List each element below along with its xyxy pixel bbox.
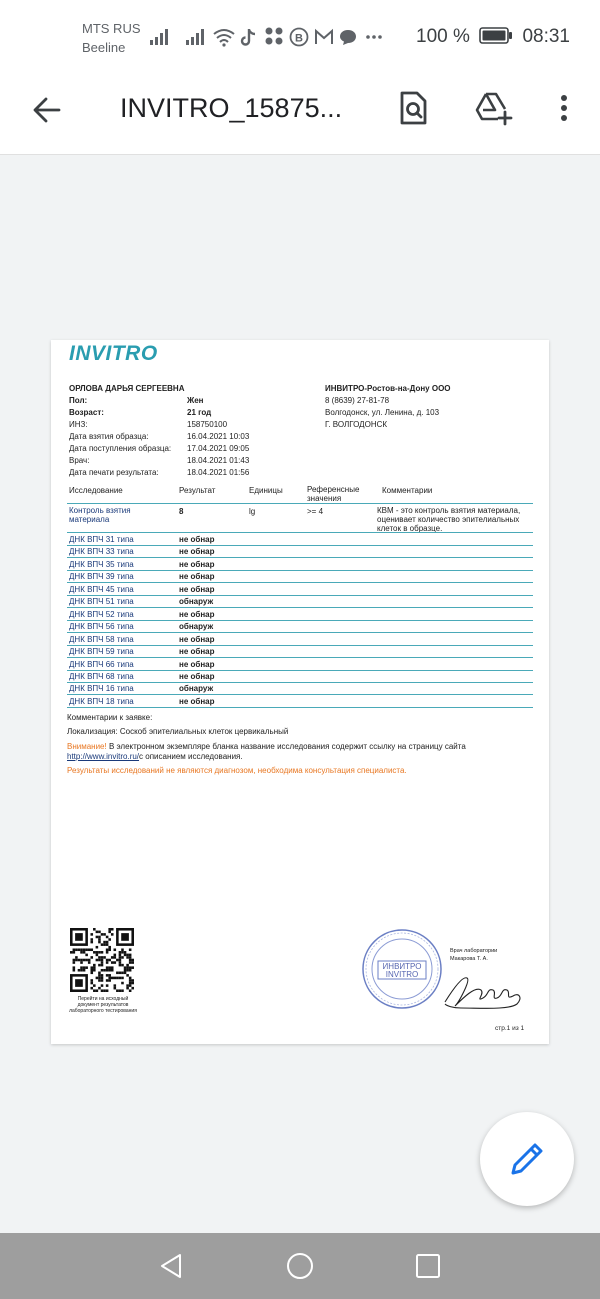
- table-row-result: не обнар: [179, 584, 215, 594]
- table-row-rule: [67, 707, 533, 708]
- kvm-result: 8: [179, 507, 184, 516]
- table-row-test: ДНК ВПЧ 39 типа: [69, 572, 134, 582]
- lab-address: Волгодонск, ул. Ленина, д. 103: [325, 408, 440, 417]
- table-row-rule: [67, 582, 533, 583]
- nav-home-icon[interactable]: [285, 1251, 315, 1281]
- warning-word: Внимание!: [67, 742, 107, 751]
- table-row-rule: [67, 694, 533, 695]
- table-row-result: обнаруж: [179, 684, 214, 694]
- table-row-test: ДНК ВПЧ 66 типа: [69, 659, 134, 669]
- kvm-units: lg: [249, 507, 256, 516]
- col-result: Результат: [179, 486, 216, 495]
- comments-label: Комментарии к заявке:: [67, 713, 153, 722]
- kvm-rule: [67, 532, 533, 533]
- table-row-test: ДНК ВПЧ 68 типа: [69, 671, 134, 681]
- qr-code[interactable]: [70, 928, 134, 995]
- kvm-test-1: Контроль взятия: [69, 506, 131, 515]
- drive-add-icon[interactable]: [474, 90, 514, 126]
- qr-caption-1: Перейти на исходный: [77, 996, 129, 1002]
- table-row-result: не обнар: [179, 696, 215, 706]
- table-row-rule: [67, 670, 533, 671]
- taken-value: 16.04.2021 10:03: [187, 432, 250, 441]
- table-row-test: ДНК ВПЧ 51 типа: [69, 597, 134, 607]
- qr-caption-2: документ результатов: [77, 1002, 129, 1008]
- kvm-comment: [377, 506, 520, 533]
- kvm-comment-1: КВМ - это контроль взятия материала,: [377, 506, 521, 515]
- invitro-link[interactable]: http://www.invitro.ru/: [67, 752, 140, 761]
- pdf-page[interactable]: [51, 340, 549, 1044]
- table-row-test: ДНК ВПЧ 33 типа: [69, 547, 134, 557]
- qr-caption-3: лабораторного тестирования: [69, 1008, 137, 1014]
- warning-line-2: [67, 751, 243, 762]
- nav-recents-icon[interactable]: [413, 1251, 443, 1281]
- document-title: INVITRO_15875...: [120, 93, 343, 123]
- table-row-rule: [67, 595, 533, 596]
- table-row-test: ДНК ВПЧ 59 типа: [69, 647, 134, 657]
- signal-icon-2: [186, 28, 208, 46]
- stamp-text-2: INVITRO: [385, 970, 419, 979]
- table-row-test: ДНК ВПЧ 16 типа: [69, 684, 134, 694]
- col-test: Исследование: [69, 486, 123, 495]
- svg-text:B: B: [295, 32, 303, 45]
- table-row-test: ДНК ВПЧ 45 типа: [69, 584, 134, 594]
- header-rule: [67, 503, 533, 504]
- inz-value: 158750100: [187, 420, 228, 429]
- patient-name: ОРЛОВА ДАРЬЯ СЕРГЕЕВНА: [69, 384, 185, 393]
- table-row-rule: [67, 645, 533, 646]
- table-row-rule: [67, 607, 533, 608]
- wifi-icon: [212, 27, 236, 47]
- doctor-label: Врач:: [69, 456, 90, 465]
- stamp-text: ИНВИТРО: [382, 962, 422, 971]
- table-row-test: ДНК ВПЧ 58 типа: [69, 634, 134, 644]
- apps-dots-icon: [264, 26, 284, 46]
- pencil-icon: [480, 1112, 574, 1206]
- received-label: Дата поступления образца:: [69, 444, 172, 453]
- col-comment: Комментарии: [382, 486, 433, 495]
- table-row-test: ДНК ВПЧ 18 типа: [69, 696, 134, 706]
- page-number: стр.1 из 1: [495, 1025, 525, 1032]
- carrier-1: MTS RUS: [82, 21, 141, 36]
- kvm-ref: >= 4: [307, 507, 324, 516]
- carrier-2: Beeline: [82, 40, 126, 55]
- table-row-result: не обнар: [179, 547, 215, 557]
- kvm-test-2: материала: [69, 515, 110, 524]
- disclaimer: Результаты исследований не являются диагнозом, необходима консультация специалиста.: [67, 766, 407, 775]
- age-value: 21 год: [187, 408, 212, 417]
- sex-value: Жен: [187, 396, 204, 405]
- table-row-rule: [67, 557, 533, 558]
- lab-city: Г. ВОЛГОДОНСК: [325, 420, 388, 429]
- table-row-test: ДНК ВПЧ 52 типа: [69, 609, 134, 619]
- lab-name: ИНВИТРО-Ростов-на-Дону ООО: [325, 384, 451, 393]
- battery-percent: 100 %: [416, 26, 470, 47]
- system-nav-bar: [0, 1233, 600, 1299]
- qr-caption: [58, 996, 148, 1014]
- col-units: Единицы: [249, 486, 283, 495]
- table-row-result: не обнар: [179, 535, 215, 544]
- signer: [450, 947, 497, 963]
- signer-name: Макарова Т. А.: [450, 956, 488, 962]
- signal-icon: [150, 28, 172, 46]
- signer-title: Врач лаборатории: [450, 948, 498, 954]
- table-row-rule: [67, 632, 533, 633]
- mail-m-icon: [314, 28, 334, 46]
- table-row-rule: [67, 620, 533, 621]
- table-row-result: не обнар: [179, 559, 215, 569]
- table-row-result: не обнар: [179, 634, 215, 644]
- kvm-comment-2: оценивает количество эпителиальных: [377, 515, 520, 524]
- table-row-result: обнаруж: [179, 622, 214, 632]
- b-circle-icon: [289, 27, 309, 47]
- edit-fab[interactable]: [480, 1112, 574, 1206]
- kvm-comment-3: клеток в образце.: [377, 524, 443, 533]
- table-row-result: не обнар: [179, 647, 215, 657]
- printed-label: Дата печати результата:: [69, 468, 159, 477]
- table-row-result: не обнар: [179, 671, 215, 681]
- battery-icon: [479, 27, 513, 44]
- table-row-result: не обнар: [179, 659, 215, 669]
- inz-label: ИНЗ:: [69, 420, 88, 429]
- more-notifications-icon: [365, 34, 383, 40]
- kvm-test: [69, 506, 131, 524]
- printed-value: 18.04.2021 01:56: [187, 468, 250, 477]
- table-row-result: не обнар: [179, 609, 215, 619]
- table-row-result: обнаруж: [179, 597, 214, 607]
- app-bar: [0, 76, 600, 155]
- table-row-test: ДНК ВПЧ 56 типа: [69, 622, 134, 632]
- age-label: Возраст:: [69, 408, 104, 417]
- signature: [441, 968, 531, 1014]
- warning-text: В электронном экземпляре бланка название исследования содержит ссылку на страницу сайта: [106, 742, 466, 751]
- taken-label: Дата взятия образца:: [69, 432, 149, 441]
- carrier-info: [82, 19, 141, 57]
- document-search-icon[interactable]: [396, 90, 430, 126]
- localization: Локализация: Соскоб эпителиальных клеток цервикальный: [67, 727, 289, 736]
- invitro-logo: INVITRO: [69, 342, 158, 365]
- col-reference-2: значения: [307, 494, 342, 503]
- more-vert-icon[interactable]: [552, 90, 576, 126]
- tiktok-icon: [240, 27, 258, 47]
- col-reference: [307, 485, 359, 503]
- back-arrow-icon[interactable]: [30, 93, 64, 127]
- table-row-rule: [67, 570, 533, 571]
- status-bar: [0, 0, 600, 76]
- sex-label: Пол:: [69, 396, 88, 405]
- table-row-test: ДНК ВПЧ 31 типа: [69, 535, 134, 544]
- table-row-rule: [67, 545, 533, 546]
- nav-back-icon[interactable]: [157, 1251, 187, 1281]
- lab-phone: 8 (8639) 27-81-78: [325, 396, 390, 405]
- warning-text-2: с описанием исследования.: [139, 752, 243, 761]
- qr-code-graphic: [70, 928, 134, 992]
- table-row-result: не обнар: [179, 572, 215, 582]
- table-row-test: ДНК ВПЧ 35 типа: [69, 559, 134, 569]
- status-right: [416, 26, 570, 48]
- clock: 08:31: [522, 26, 570, 47]
- received-value: 17.04.2021 09:05: [187, 444, 250, 453]
- stamp-seal: [361, 928, 443, 1010]
- doctor-value: 18.04.2021 01:43: [187, 456, 250, 465]
- chat-icon: [339, 28, 357, 46]
- table-row-rule: [67, 657, 533, 658]
- col-reference-1: Референсные: [307, 485, 360, 494]
- table-row-rule: [67, 682, 533, 683]
